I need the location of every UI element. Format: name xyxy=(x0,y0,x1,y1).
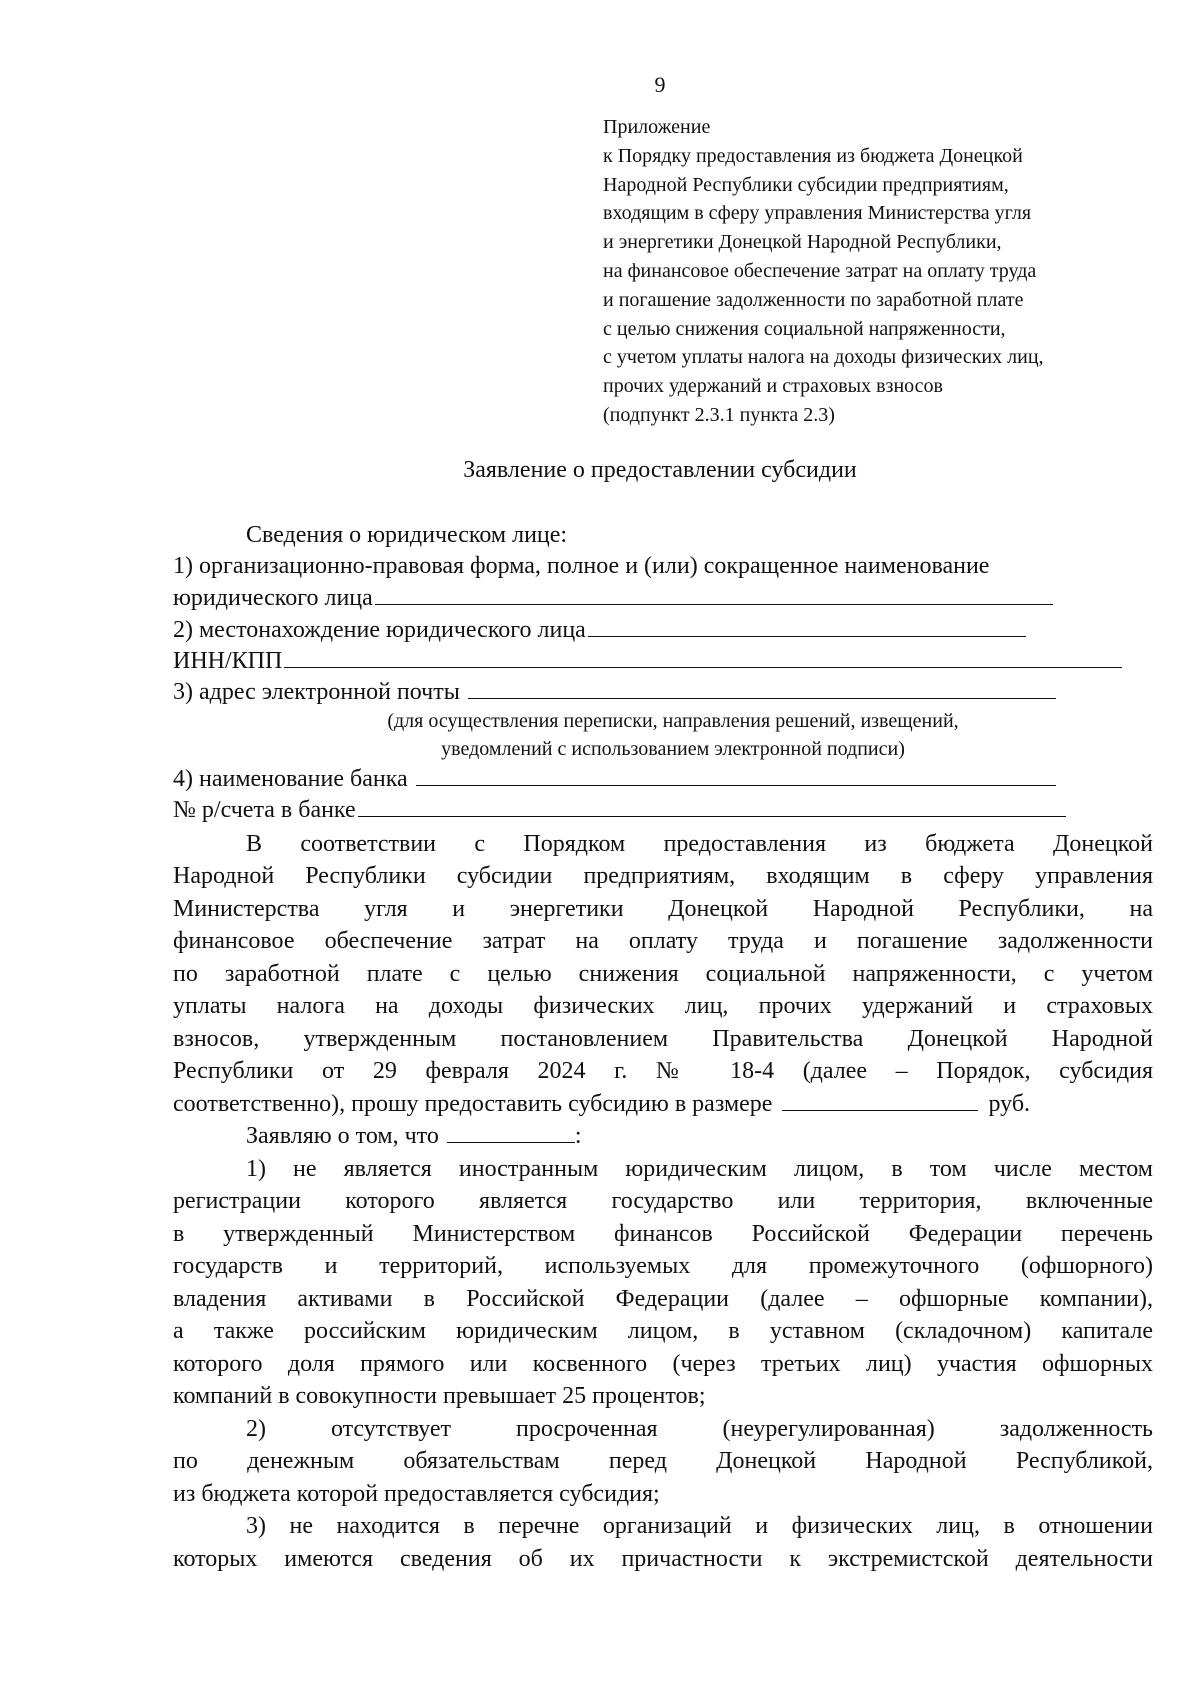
appendix-line: и энергетики Донецкой Народной Республики, xyxy=(603,231,1002,254)
paragraph-line: взносов, утвержденным постановлением Правительства Донецкой Народной xyxy=(173,1025,1153,1052)
paragraph-main xyxy=(173,828,1153,1153)
point-line: в утвержденный Министерством финансов Российской Федерации перечень xyxy=(173,1220,1153,1247)
legal-name-field[interactable] xyxy=(375,582,1053,605)
point-line: из бюджета которой предоставляется субсидия; xyxy=(173,1480,660,1507)
point-line: регистрации которого является государство или территория, включенные xyxy=(173,1188,1153,1214)
point-line: по денежным обязательствам перед Донецкой Народной Республикой, xyxy=(173,1448,1153,1474)
form-item-1-cont: юридического лица xyxy=(173,582,1153,613)
form-item-1: 1) организационно-правовая форма, полное и (или) сокращенное наименование xyxy=(173,553,990,580)
appendix-block xyxy=(603,113,1163,430)
form-item-2: 2) местонахождение юридического лица xyxy=(173,614,1153,645)
location-field[interactable] xyxy=(588,614,1026,637)
paragraph-line: по заработной плате с целью снижения социальной напряженности, с учетом xyxy=(173,960,1153,987)
point-line: владения активами в Российской Федерации (далее – офшорные компании), xyxy=(173,1285,1153,1312)
point-2 xyxy=(173,1413,1153,1511)
appendix-line: на финансовое обеспечение затрат на оплату труда xyxy=(603,259,1037,282)
point-line: 3) не находится в перечне организаций и физических лиц, в отношении xyxy=(246,1513,1153,1539)
point-1 xyxy=(173,1153,1153,1413)
appendix-line: и погашение задолженности по заработной плате xyxy=(603,288,1024,311)
paragraph-line-amount: соответственно), прошу предоставить субсидию в размере руб. xyxy=(173,1088,1153,1121)
appendix-line: (подпункт 2.3.1 пункта 2.3) xyxy=(603,403,835,426)
point-line: а также российским юридическим лицом, в уставном (складочном) капитале xyxy=(173,1318,1153,1344)
point-3 xyxy=(173,1510,1153,1575)
bank-name-field[interactable] xyxy=(416,763,1056,786)
appendix-line: к Порядку предоставления из бюджета Донецкой xyxy=(603,144,1023,167)
document-body xyxy=(173,520,1153,1575)
point-line: которых имеются сведения об их причастности к экстремистской деятельности xyxy=(173,1545,1153,1572)
page-number: 9 xyxy=(654,72,666,97)
document-title: Заявление о предоставлении субсидии xyxy=(463,457,857,483)
form-item-4: 4) наименование банка xyxy=(173,763,1153,794)
point-line: 2) отсутствует просроченная (неурегулированная) задолженность xyxy=(246,1415,1153,1442)
inn-kpp-field[interactable] xyxy=(284,645,1122,668)
paragraph-line: Министерства угля и энергетики Донецкой Народной Республики, на xyxy=(173,895,1153,922)
paragraph-line: уплаты налога на доходы физических лиц, прочих удержаний и страховых xyxy=(173,993,1153,1019)
email-note: (для осуществления переписки, направления решений, извещений, уведомлений с использованием электронной подписи) xyxy=(387,710,959,761)
form-account: № р/счета в банке xyxy=(173,794,1153,825)
paragraph-line: В соответствии с Порядком предоставления из бюджета Донецкой xyxy=(246,830,1153,857)
appendix-line: Народной Республики субсидии предприятиям, xyxy=(603,173,1009,196)
paragraph-line: финансовое обеспечение затрат на оплату труда и погашение задолженности xyxy=(173,928,1153,954)
account-field[interactable] xyxy=(358,794,1066,817)
appendix-line: с целью снижения социальной напряженности, xyxy=(603,317,1006,340)
paragraph-line: Народной Республики субсидии предприятиям, входящим в сферу управления xyxy=(173,863,1153,889)
form-intro: Сведения о юридическом лице: xyxy=(246,522,568,548)
form-item-3: 3) адрес электронной почты xyxy=(173,676,1153,707)
paragraph-line: Республики от 29 февраля 2024 г. № 18-4 (далее – Порядок, субсидия xyxy=(173,1058,1153,1084)
subsidy-amount-field[interactable] xyxy=(782,1088,978,1111)
organization-field[interactable] xyxy=(447,1120,575,1143)
point-line: компаний в совокупности превышает 25 процентов; xyxy=(173,1383,706,1409)
form-inn: ИНН/КПП xyxy=(173,645,1153,676)
point-line: государств и территорий, используемых для промежуточного (офшорного) xyxy=(173,1253,1153,1279)
point-line: 1) не является иностранным юридическим лицом, в том числе местом xyxy=(246,1155,1153,1182)
email-field[interactable] xyxy=(468,676,1056,699)
appendix-line: входящим в сферу управления Министерства угля xyxy=(603,202,1032,225)
point-line: которого доля прямого или косвенного (через третьих лиц) участия офшорных xyxy=(173,1350,1153,1377)
appendix-line: Приложение xyxy=(603,116,711,138)
appendix-line: с учетом уплаты налога на доходы физических лиц, xyxy=(603,346,1044,369)
declare-line: Заявляю о том, что : xyxy=(173,1120,1153,1153)
appendix-line: прочих удержаний и страховых взносов xyxy=(603,375,943,398)
